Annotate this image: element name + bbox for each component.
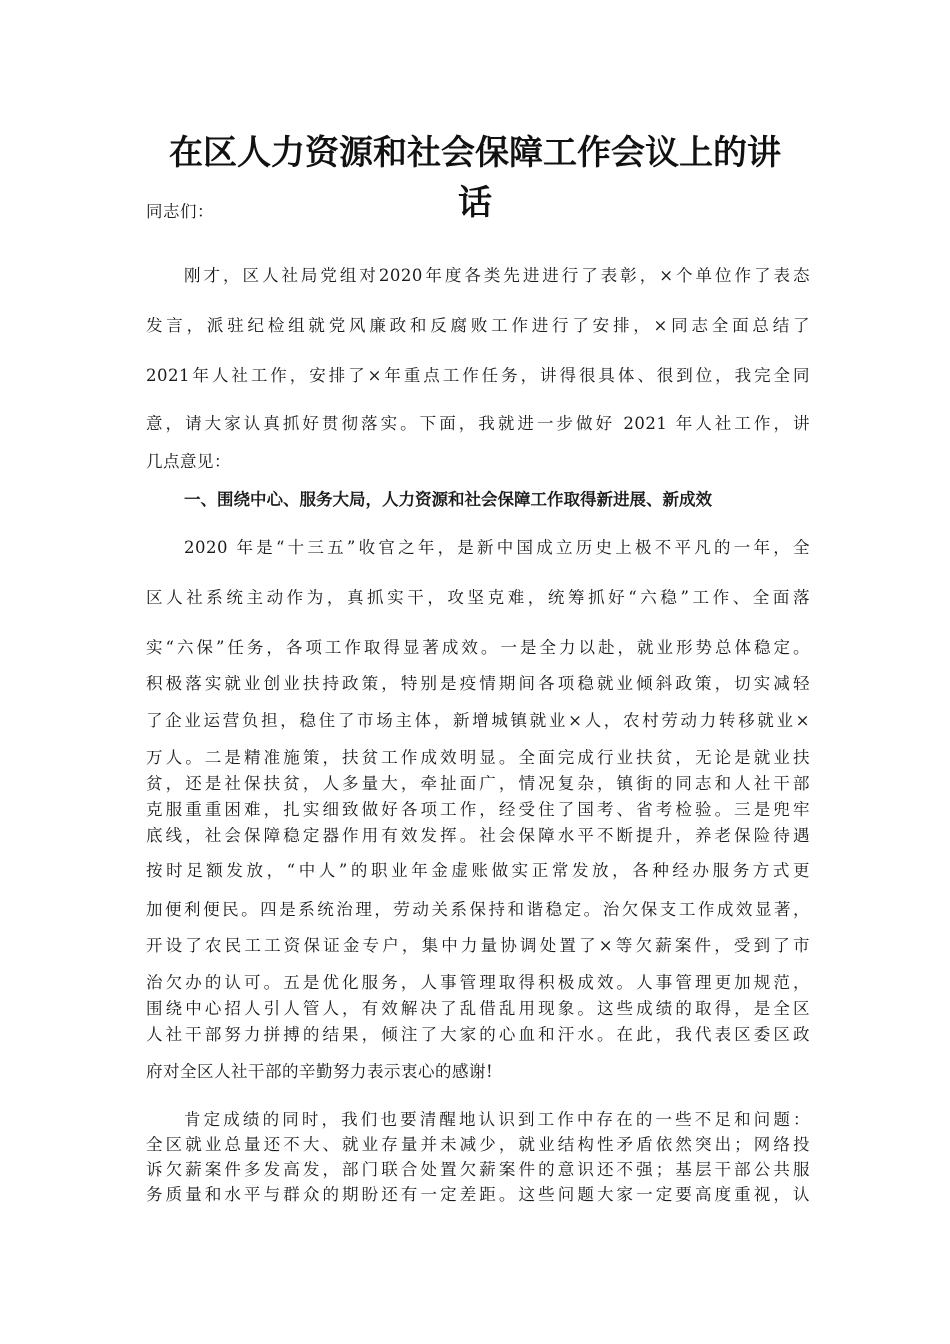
paragraph-line: 2020 年是“十三五”收官之年，是新中国成立历史上极不平凡的一年，全: [184, 538, 810, 557]
paragraph-line: 治欠办的认可。五是优化服务，人事管理取得积极成效。人事管理更加规范，: [146, 973, 810, 992]
paragraph-line: 诉欠薪案件多发高发，部门联合处置欠薪案件的意识还不强；基层干部公共服: [146, 1160, 810, 1179]
paragraph-line: 2021年人社工作，安排了×年重点工作任务，讲得很具体、很到位，我完全同: [146, 366, 810, 385]
paragraph-line: 实“六保”任务，各项工作取得显著成效。一是全力以赴，就业形势总体稳定。: [146, 638, 810, 657]
paragraph-line: 开设了农民工工资保证金专户，集中力量协调处置了×等欠薪案件，受到了市: [146, 936, 810, 955]
paragraph-line: 意，请大家认真抓好贯彻落实。下面，我就进一步做好 2021 年人社工作，讲: [146, 414, 810, 433]
title-line-2: 话: [458, 183, 492, 223]
paragraph-line: 刚才，区人社局党组对2020年度各类先进进行了表彰，×个单位作了表态: [184, 266, 810, 285]
paragraph-line: 贫，还是社保扶贫，人多量大，牵扯面广，情况复杂，镇街的同志和人社干部: [146, 774, 810, 793]
paragraph-line: 了企业运营负担，稳住了市场主体，新增城镇就业×人，农村劳动力转移就业×: [146, 711, 810, 730]
paragraph-line: 围绕中心招人引人管人，有效解决了乱借乱用现象。这些成绩的取得，是全区: [146, 999, 810, 1018]
paragraph-line: 加便利便民。四是系统治理，劳动关系保持和谐稳定。治欠保支工作成效显著，: [146, 900, 810, 919]
title-line-1: 在区人力资源和社会保障工作会议上的讲: [169, 133, 781, 173]
paragraph-line: 肯定成绩的同时，我们也要清醒地认识到工作中存在的一些不足和问题：: [184, 1110, 810, 1129]
paragraph-line: 万人。二是精准施策，扶贫工作成效明显。全面完成行业扶贫，无论是就业扶: [146, 748, 810, 767]
paragraph-line: 府对全区人社干部的辛勤努力表示衷心的感谢!: [146, 1062, 494, 1081]
paragraph-line: 全区就业总量还不大、就业存量并未减少，就业结构性矛盾依然突出；网络投: [146, 1135, 810, 1154]
paragraph-line: 务质量和水平与群众的期盼还有一定差距。这些问题大家一定要高度重视，认: [146, 1185, 810, 1204]
paragraph-line: 区人社系统主动作为，真抓实干，攻坚克难，统筹抓好“六稳”工作、全面落: [146, 588, 810, 607]
paragraph-line: 人社干部努力拼搏的结果，倾注了大家的心血和汗水。在此，我代表区委区政: [146, 1025, 810, 1044]
paragraph-line: 积极落实就业创业扶持政策，特别是疫情期间各项稳就业倾斜政策，切实减轻: [146, 674, 810, 693]
paragraph-line: 底线，社会保障稳定器作用有效发挥。社会保障水平不断提升，养老保险待遇: [146, 826, 810, 845]
paragraph-line: 按时足额发放，“中人”的职业年金虚账做实正常发放，各种经办服务方式更: [146, 861, 810, 880]
section-heading: 一、围绕中心、服务大局，人力资源和社会保障工作取得新进展、新成效: [184, 490, 712, 509]
salutation: 同志们：: [146, 202, 214, 221]
paragraph-line: 几点意见：: [146, 452, 231, 471]
paragraph-line: 发言，派驻纪检组就党风廉政和反腐败工作进行了安排，×同志全面总结了: [146, 316, 810, 335]
paragraph-line: 克服重重困难，扎实细致做好各项工作，经受住了国考、省考检验。三是兜牢: [146, 800, 810, 819]
